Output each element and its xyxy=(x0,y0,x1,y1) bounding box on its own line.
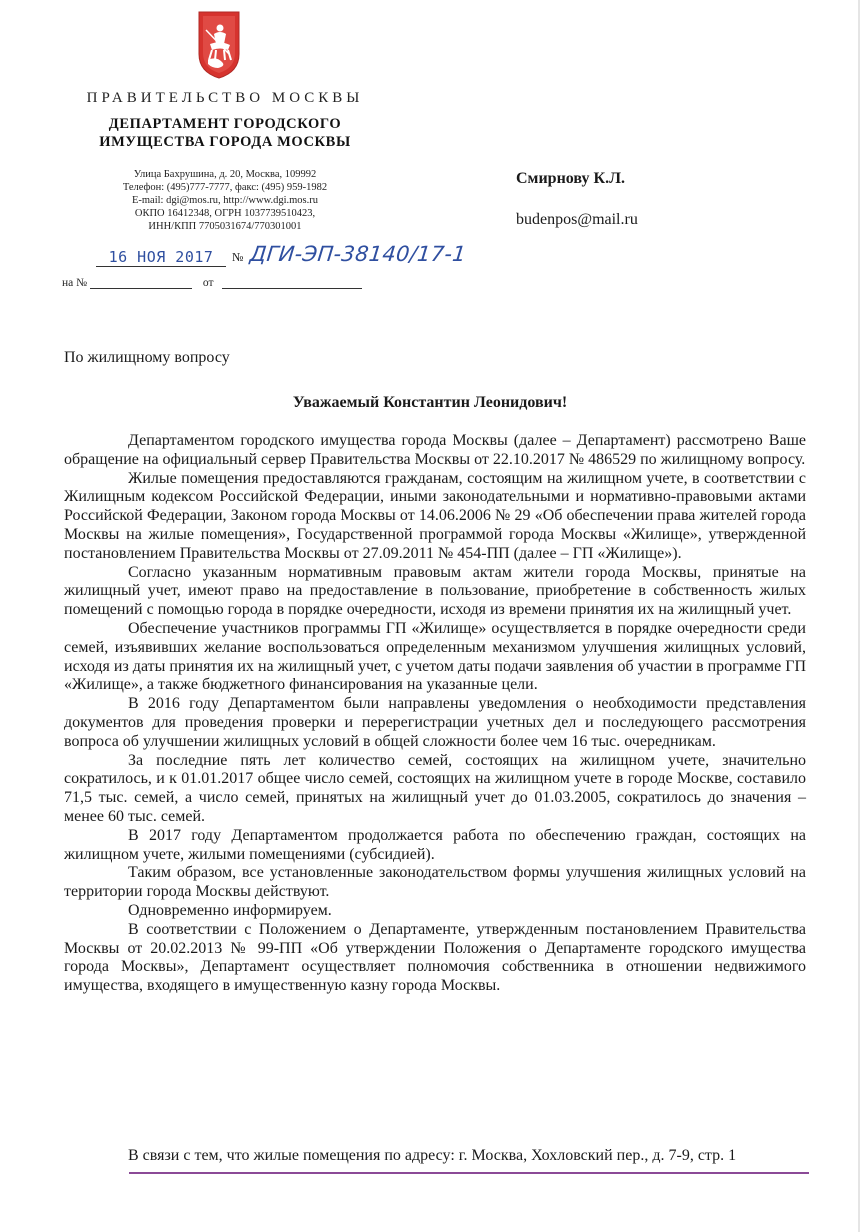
government-heading: ПРАВИТЕЛЬСТВО МОСКВЫ xyxy=(86,90,364,106)
department-name-line1: ДЕПАРТАМЕНТ ГОРОДСКОГО xyxy=(108,116,342,132)
department-name-line2: ИМУЩЕСТВА ГОРОДА МОСКВЫ xyxy=(99,134,351,150)
registration-number: ДГИ-ЭП-38140/17-1 xyxy=(248,242,468,266)
body-paragraph: Таким образом, все установленные законодательством формы улучшения жилищных условий на территории города Москвы действуют. xyxy=(64,864,806,901)
letter-body xyxy=(64,432,806,996)
reference-prefix: на № xyxy=(62,277,88,289)
contact-inn: ИНН/КПП 7705031674/770301001 xyxy=(148,221,302,232)
contact-phone: Телефон: (495)777-7777, факс: (495) 959-1982 xyxy=(122,182,328,193)
moscow-coat-of-arms-icon xyxy=(196,10,242,80)
body-paragraph: Департаментом городского имущества города Москвы (далее – Департамент) рассмотрено Ваше обращение на официальный сервер Правительства Москвы от 22.10.2017 № 486529 по жилищному вопросу. xyxy=(64,432,806,468)
body-paragraph: В 2016 году Департаментом были направлены уведомления о необходимости представления документов для проведения проверки и перерегистрации учетных дел и последующего рассмотрения вопроса об улучшении жилищных условий в общей сложности более чем 16 тыс. очередникам. xyxy=(64,695,806,750)
department-contacts xyxy=(70,168,380,233)
body-last-line: В связи с тем, что жилые помещения по адресу: г. Москва, Хохловский пер., д. 7-9, стр. 1 xyxy=(128,1147,737,1164)
registration-date-line xyxy=(96,266,226,267)
reference-number-blank xyxy=(90,276,192,289)
reference-date-blank xyxy=(222,276,362,289)
contact-okpo: ОКПО 16412348, ОГРН 1037739510423, xyxy=(134,208,316,219)
salutation: Уважаемый Константин Леонидович! xyxy=(292,394,568,411)
letter-subject: По жилищному вопросу xyxy=(64,349,230,366)
recipient-email: budenpos@mail.ru xyxy=(516,211,638,228)
highlight-underline xyxy=(129,1172,809,1174)
registration-stamp xyxy=(96,244,476,274)
body-paragraph: Согласно указанным нормативным правовым актам жители города Москвы, принятые на жилищный учет, имеют право на предоставление в пользование, приобретение в собственность жилых помещений с помощью города в порядке очередности, исходя из времени принятия их на жилищный учет. xyxy=(64,563,806,619)
registration-number-label: № xyxy=(232,250,244,264)
body-paragraph: Одновременно информируем. xyxy=(128,901,332,919)
recipient-name: Смирнову К.Л. xyxy=(516,170,626,187)
reference-line xyxy=(62,276,362,289)
reference-from-label: от xyxy=(202,277,214,289)
registration-date: 16 НОЯ 2017 xyxy=(108,248,214,266)
body-paragraph: Обеспечение участников программы ГП «Жилище» осуществляется в порядке очередности среди семей, изъявивших желание воспользоваться определенным механизмом улучшения жилищных условий, исходя из даты принятия их на жилищный учет, с учетом даты подачи заявления об участии в программе ГП «Жилище», а также бюджетного финансирования на указанные цели. xyxy=(64,619,806,694)
body-paragraph: В соответствии с Положением о Департаменте, утвержденным постановлением Правительства Москвы от 20.02.2013 № 99-ПП «Об утверждении Положения о Департаменте городского имущества города Москвы», Департамент осуществляет полномочия собственника в отношении недвижимого имущества, входящего в имущественную казну города Москвы. xyxy=(64,920,806,995)
body-paragraph: В 2017 году Департаментом продолжается работа по обеспечению граждан, состоящих на жилищном учете, жилыми помещениями (субсидией). xyxy=(64,826,806,863)
contact-address: Улица Бахрушина, д. 20, Москва, 109992 xyxy=(133,169,317,180)
contact-email: E-mail: dgi@mos.ru, http://www.dgi.mos.ru xyxy=(131,195,319,206)
body-paragraph: За последние пять лет количество семей, состоящих на жилищном учете, значительно сократилось, и к 01.01.2017 общее число семей, состоящих на жилищном учете в городе Москве, составило 71,5 тыс. семей, а число семей, принятых на жилищный учет до 01.03.2005, сократилось до значения – менее 60 тыс. семей. xyxy=(64,751,806,825)
body-paragraph: Жилые помещения предоставляются гражданам, состоящим на жилищном учете, в соответствии с Жилищным кодексом Российской Федерации, иными законодательными и нормативно-правовыми актами Российской Федерации, Законом города Москвы от 14.06.2006 № 29 «Об обеспечении права жителей города Москвы на жилые помещения», Государственной программой города Москвы «Жилище», утвержденной постановлением Правительства Москвы от 27.09.2011 № 454-ПП (далее – ГП «Жилище»). xyxy=(64,469,806,562)
